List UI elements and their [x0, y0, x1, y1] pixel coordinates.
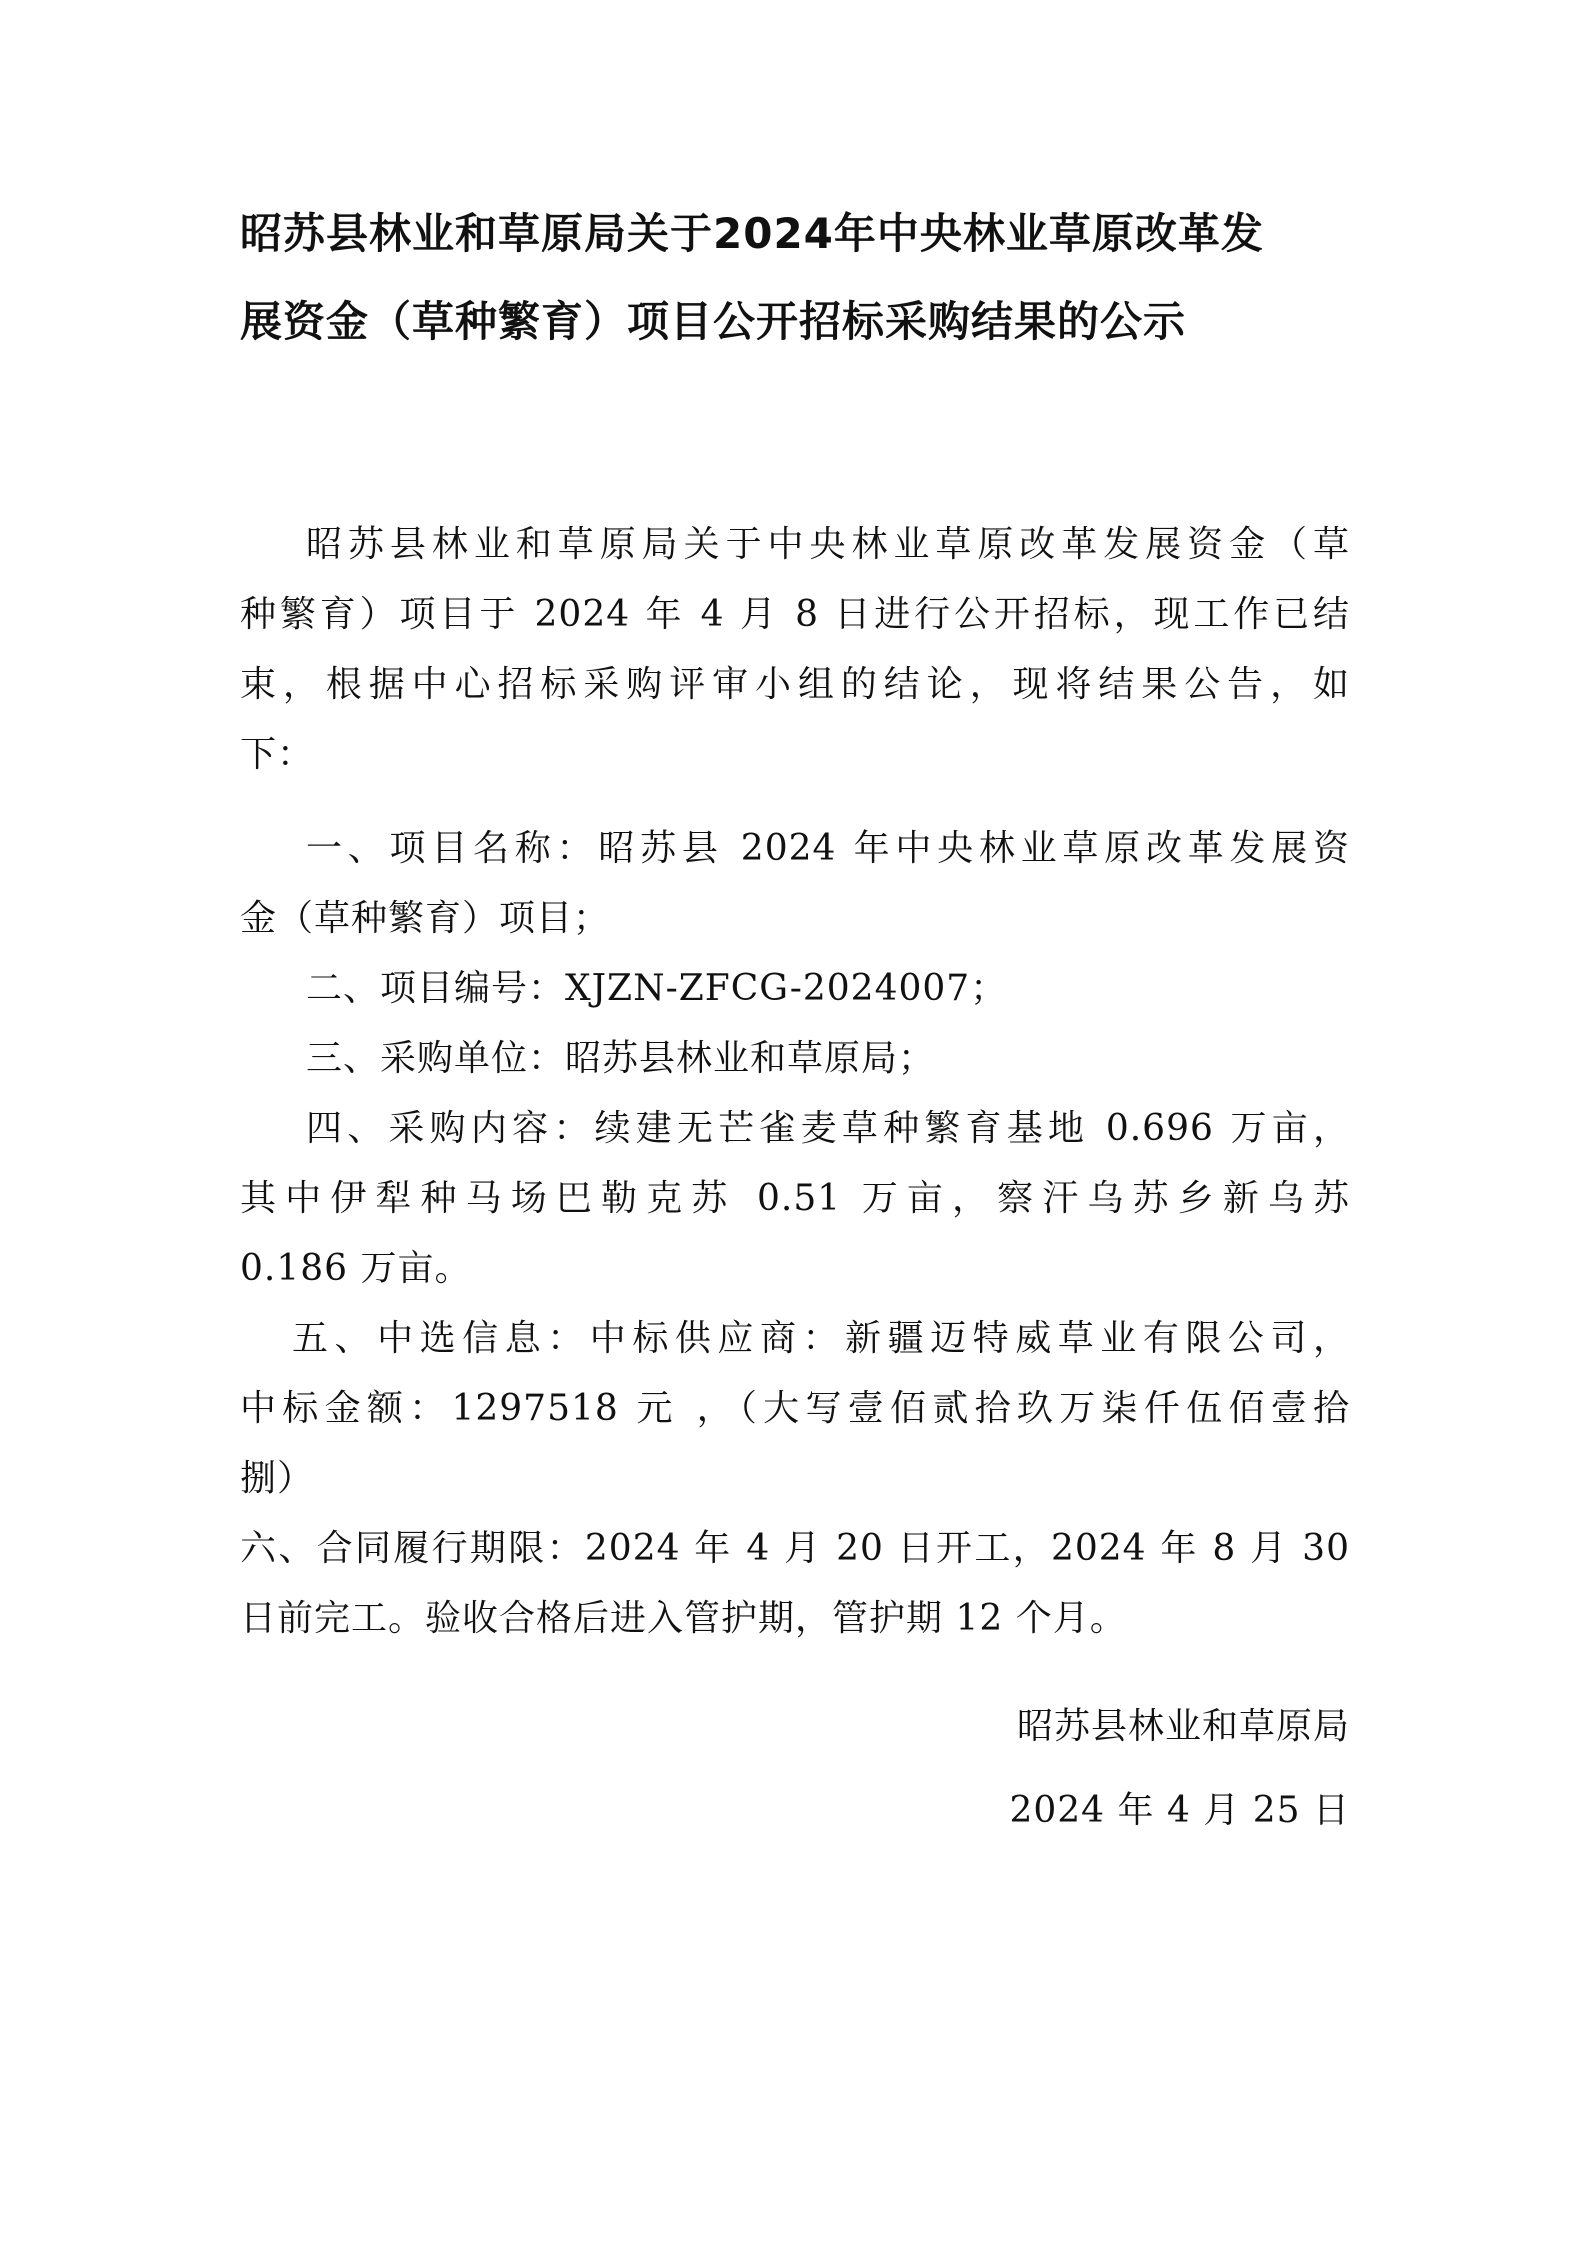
intro-line-4: 下： — [240, 734, 315, 775]
signature-organization: 昭苏县林业和草原局 — [1016, 1706, 1350, 1747]
item1-line-2: 金（草种繁育）项目； — [240, 898, 611, 939]
item-winning-info — [240, 1304, 1350, 1514]
item4-line-1: 四、采购内容：续建无芒雀麦草种繁育基地 0.696 万亩， — [306, 1108, 1350, 1149]
intro-line-1: 昭苏县林业和草原局关于中央林业草原改革发展资金（草 — [306, 524, 1350, 565]
item3-line: 三、采购单位：昭苏县林业和草原局； — [306, 1038, 936, 1079]
title-line-1: 昭苏县林业和草原局关于2024年中央林业草原改革发 — [240, 209, 1264, 258]
item5-line-2: 中标金额：1297518 元 ，（大写壹佰贰拾玖万柒仟伍佰壹拾 — [240, 1388, 1350, 1429]
intro-paragraph — [240, 510, 1350, 790]
item-project-number — [240, 954, 1350, 1024]
item-purchase-content — [240, 1094, 1350, 1304]
item4-line-2: 其中伊犁种马场巴勒克苏 0.51 万亩，察汗乌苏乡新乌苏 — [240, 1178, 1350, 1219]
item2-line: 二、项目编号：XJZN-ZFCG-2024007； — [306, 968, 1008, 1009]
item6-line-1: 六、合同履行期限：2024 年 4 月 20 日开工，2024 年 8 月 30 — [240, 1528, 1350, 1569]
title-line-2: 展资金（草种繁育）项目公开招标采购结果的公示 — [240, 297, 1187, 346]
item-purchasing-unit — [240, 1024, 1350, 1094]
signature-block — [240, 1685, 1350, 1853]
item4-line-3: 0.186 万亩。 — [240, 1248, 472, 1289]
signature-date: 2024 年 4 月 25 日 — [1009, 1790, 1350, 1831]
item5-line-1: 五、中选信息：中标供应商：新疆迈特威草业有限公司， — [292, 1318, 1350, 1359]
intro-line-3: 束，根据中心招标采购评审小组的结论，现将结果公告，如 — [240, 664, 1350, 705]
item-contract-period — [240, 1514, 1350, 1654]
item1-line-1: 一、项目名称：昭苏县 2024 年中央林业草原改革发展资 — [306, 828, 1350, 869]
item5-line-3: 捌） — [240, 1458, 315, 1499]
intro-line-2: 种繁育）项目于 2024 年 4 月 8 日进行公开招标，现工作已结 — [240, 594, 1350, 635]
item-project-name — [240, 814, 1350, 954]
item6-line-2: 日前完工。验收合格后进入管护期，管护期 12 个月。 — [240, 1598, 1127, 1639]
document-body — [240, 510, 1350, 1654]
document-title — [240, 190, 1350, 366]
